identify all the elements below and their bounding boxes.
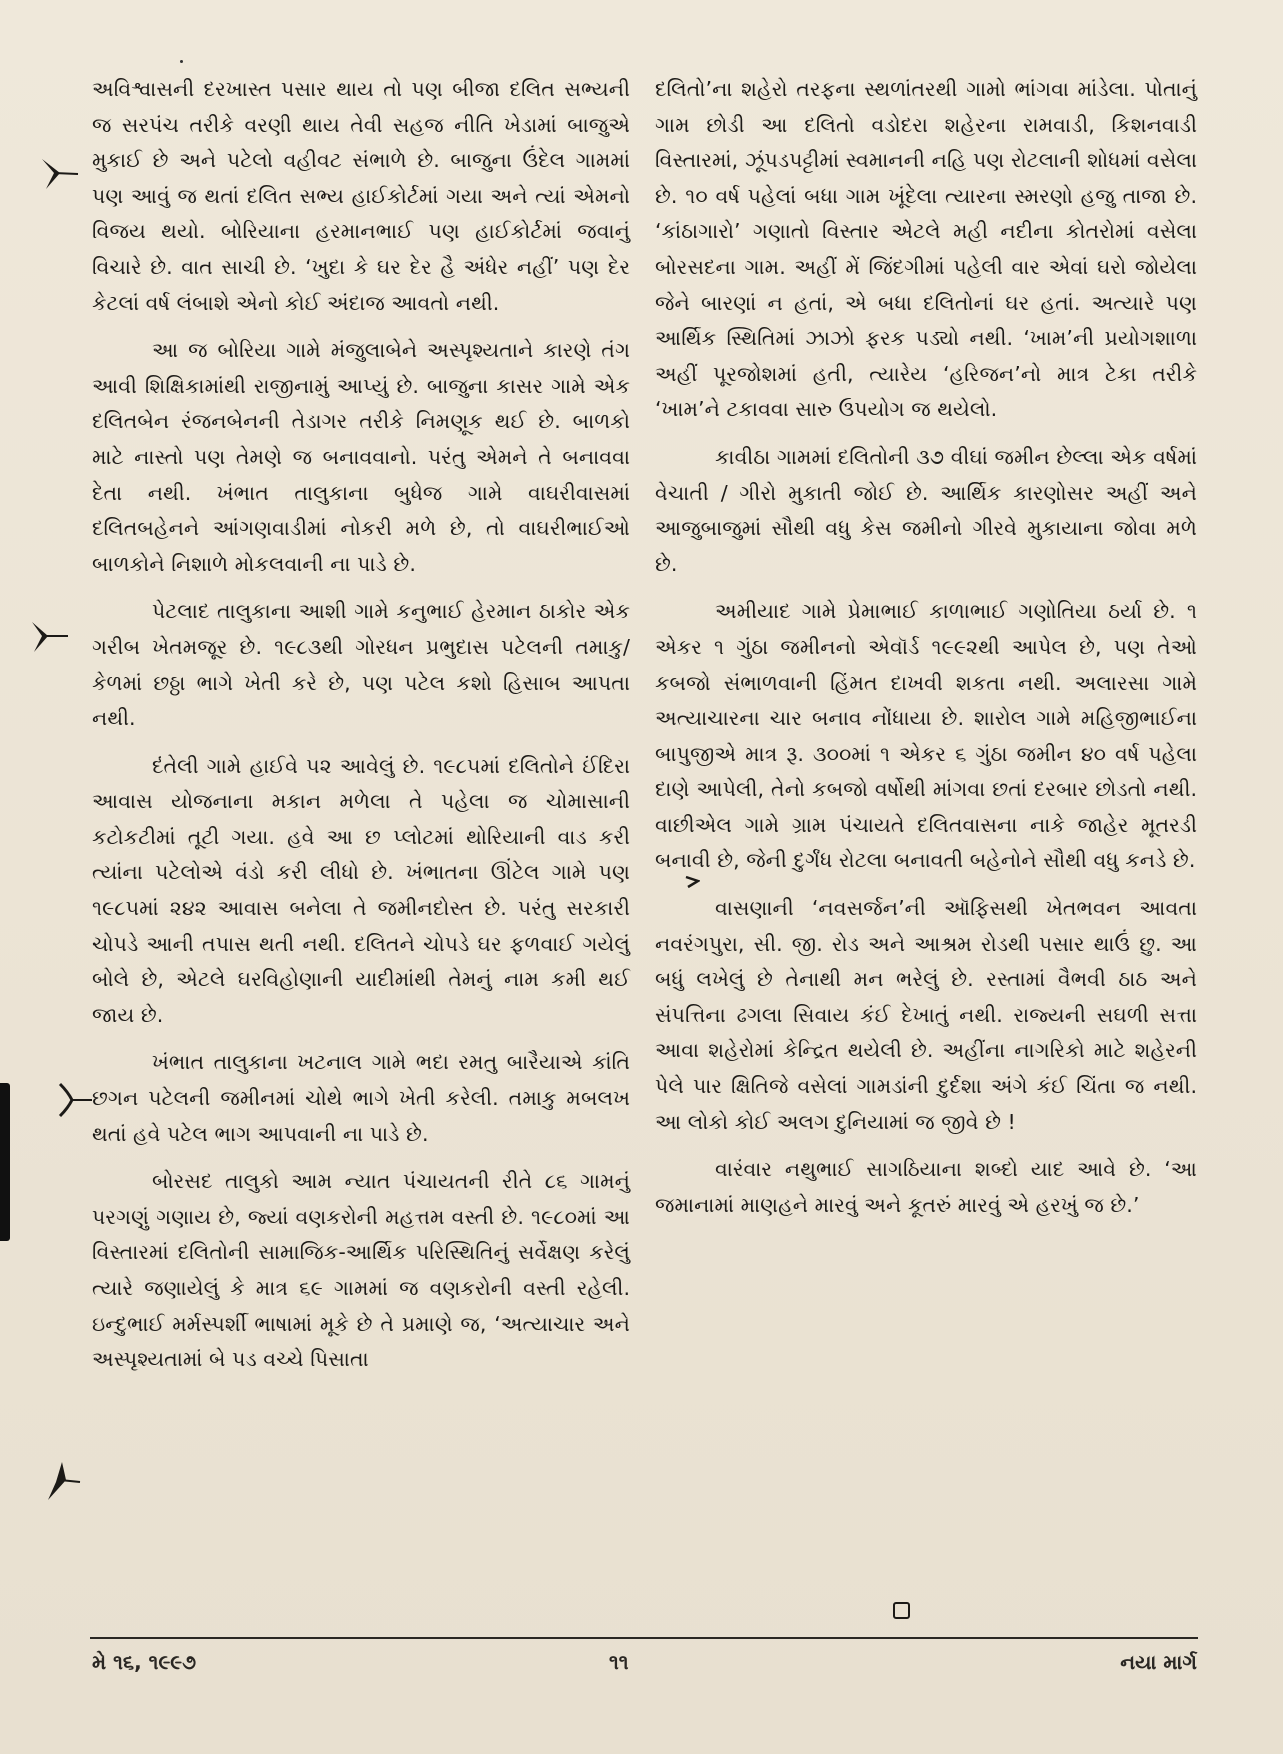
- left-paragraph-2: આ જ બોરિયા ગામે મંજુલાબેને અસ્પૃશ્યતાને કારણે તંગ આવી શિક્ષિકામાંથી રાજીનામું આપ્યું છે. બાજુના કાસર ગામે એક દલિતબેન રંજનબેનની તેડાગર તરીકે નિમણૂક થઈ છે. બાળકો માટે નાસ્તો પણ તેમણે જ બનાવવાનો. પરંતુ એમને તે બનાવવા દેતા નથી. ખંભાત તાલુકાના બુધેજ ગામે વાઘરીવાસમાં દલિતબહેનને આંગણવાડીમાં નોકરી મળે છે, તો વાઘરીભાઈઓ બાળકોને નિશાળે મોકલવાની ના પાડે છે.: [92, 338, 630, 576]
- right-paragraph-2: કાવીઠા ગામમાં દલિતોની ૩૭ વીઘાં જમીન છેલ્લા એક વર્ષમાં વેચાતી / ગીરો મુકાતી જોઈ છે. આર્થિક કારણોસર અહીં અને આજુબાજુમાં સૌથી વધુ કેસ જમીનો ગીરવે મુકાયાના જોવા મળે છે.: [655, 444, 1197, 576]
- right-paragraph-3: અમીયાદ ગામે પ્રેમાભાઈ કાળાભાઈ ગણોતિયા ઠર્યા છે. ૧ એકર ૧ ગુંઠા જમીનનો એવૉર્ડ ૧૯૯૨થી આપેલ છે, પણ તેઓ કબજો સંભાળવાની હિંમત દાખવી શકતા નથી. અલારસા ગામે અત્યાચારના ચાર બનાવ નોંધાયા છે. શારોલ ગામે મહિજીભાઈના બાપુજીએ માત્ર રૂ. ૩૦૦માં ૧ એકર ૬ ગુંઠા જમીન ૪૦ વર્ષ પહેલા દાણે આપેલી, તેનો કબજો વર્ષોથી માંગવા છતાં દરબાર છોડતો નથી. વાછીએલ ગામે ગ્રામ પંચાયતે દલિતવાસના નાકે જાહેર મૂતરડી બનાવી છે, જેની દુર્ગંધ રોટલા બનાવતી બહેનોને સૌથી વધુ કનડે છે.: [655, 599, 1197, 873]
- right-paragraph-1: દલિતો’ના શહેરો તરફના સ્થળાંતરથી ગામો ભાંગવા માંડેલા. પોતાનું ગામ છોડી આ દલિતો વડોદરા શહેરના રામવાડી, કિશનવાડી વિસ્તારમાં, ઝૂંપડપટ્ટીમાં સ્વમાનની નહિ પણ રોટલાની શોધમાં વસેલા છે. ૧૦ વર્ષ પહેલાં બધા ગામ ખૂંદેલા ત્યારના સ્મરણો હજુ તાજા છે. ‘કાંઠાગારો’ ગણાતો વિસ્તાર એટલે મહી નદીના કોતરોમાં વસેલા બોરસદના ગામ. અહીં મેં જિંદગીમાં પહેલી વાર એવાં ઘરો જોયેલા જેને બારણાં ન હતાં, એ બધા દલિતોનાં ઘર હતાં. અત્યારે પણ આર્થિક સ્થિતિમાં ઝાઝો ફરક પડ્યો નથી. ‘ખામ’ની પ્રયોગશાળા અહીં પૂરજોશમાં હતી, ત્યારેય ‘હરિજન’નો માત્ર ટેકા તરીકે ‘ખામ’ને ટકાવવા સારુ ઉપયોગ જ થયેલો.: [655, 77, 1197, 422]
- binding-edge-mark: [0, 1083, 10, 1241]
- article-end-square-icon: [893, 1602, 910, 1619]
- footer-magazine-name: નયા માર્ગ: [1120, 1650, 1197, 1674]
- footer-page-number: ૧૧: [609, 1650, 629, 1674]
- print-speck: [180, 60, 183, 63]
- right-column: [655, 72, 1197, 1235]
- left-paragraph-1: અવિશ્વાસની દરખાસ્ત પસાર થાય તો પણ બીજા દલિત સભ્યની જ સરપંચ તરીકે વરણી થાય તેવી સહજ નીતિ ખેડામાં બાજુએ મુકાઈ છે અને પટેલો વહીવટ સંભાળે છે. બાજુના ઉંદેલ ગામમાં પણ આવું જ થતાં દલિત સભ્ય હાઈકોર્ટમાં ગયા અને ત્યાં એમનો વિજય થયો. બોરિયાના હરમાનભાઈ પણ હાઈકોર્ટમાં જવાનું વિચારે છે. વાત સાચી છે. ‘ખુદા કે ઘર દેર હૈ અંધેર નહીં’ પણ દેર કેટલાં વર્ષ લંબાશે એનો કોઈ અંદાજ આવતો નથી.: [92, 77, 630, 315]
- left-paragraph-5: ખંભાત તાલુકાના ખટનાલ ગામે ભદા રમતુ બારૈયાએ કાંતિ છગન પટેલની જમીનમાં ચોથે ભાગે ખેતી કરેલી. તમાકુ મબલખ થતાં હવે પટેલ ભાગ આપવાની ના પાડે છે.: [92, 1050, 630, 1146]
- left-paragraph-4: દંતેલી ગામે હાઈવે ૫૨ આવેલું છે. ૧૯૮૫માં દલિતોને ઈંદિરા આવાસ યોજનાના મકાન મળેલા તે પહેલા જ ચોમાસાની કટોકટીમાં તૂટી ગયા. હવે આ છ પ્લોટમાં થોરિયાની વાડ કરી ત્યાંના પટેલોએ વંડો કરી લીધો છે. ખંભાતના ઊંટેલ ગામે પણ ૧૯૮૫માં ૨૪૨ આવાસ બનેલા તે જમીનદોસ્ત છે. પરંતુ સરકારી ચોપડે આની તપાસ થતી નથી. દલિતને ચોપડે ઘર ફળવાઈ ગયેલું બોલે છે, એટલે ઘરવિહોણાની યાદીમાંથી તેમનું નામ કમી થઈ જાય છે.: [92, 753, 630, 1027]
- left-paragraph-3: પેટલાદ તાલુકાના આશી ગામે કનુભાઈ હેરમાન ઠાકોર એક ગરીબ ખેતમજૂર છે. ૧૯૮૩થી ગોરધન પ્રભુદાસ પટેલની તમાકુ/કેળમાં છઠ્ઠા ભાગે ખેતી કરે છે, પણ પટેલ કશો હિસાબ આપતા નથી.: [92, 599, 630, 731]
- footer-date: મે ૧૬, ૧૯૯૭: [92, 1650, 197, 1674]
- right-paragraph-5: વારંવાર નથુભાઈ સાગઠિયાના શબ્દો યાદ આવે છે. ‘આ જમાનામાં માણહને મારવું અને કૂતરું મારવું એ હરખું જ છે.’: [655, 1157, 1197, 1217]
- right-paragraph-4: વાસણાની ‘નવસર્જન’ની ઑફિસથી ખેતભવન આવતા નવરંગપુરા, સી. જી. રોડ અને આશ્રમ રોડથી પસાર થાઉં છુ. આ બધું લખેલું છે તેનાથી મન ભરેલું છે. રસ્તામાં વૈભવી ઠાઠ અને સંપત્તિના ઢગલા સિવાય કંઈ દેખાતું નથી. રાજ્યની સઘળી સત્તા આવા શહેરોમાં કેન્દ્રિત થયેલી છે. અહીંના નાગરિકો માટે શહેરની પેલે પાર ક્ષિતિજે વસેલાં ગામડાંની દુર્દશા અંગે કંઈ ચિંતા જ નથી. આ લોકો કોઈ અલગ દુનિયામાં જ જીવે છે !: [655, 896, 1197, 1134]
- left-paragraph-6: બોરસદ તાલુકો આમ ન્યાત પંચાયતની રીતે ૮૬ ગામનું પરગણું ગણાય છે, જ્યાં વણકરોની મહત્તમ વસ્તી છે. ૧૯૮૦માં આ વિસ્તારમાં દલિતોની સામાજિક-આર્થિક પરિસ્થિતિનું સર્વેક્ષણ કરેલું ત્યારે જણાયેલું કે માત્ર ૬૯ ગામમાં જ વણકરોની વસ્તી રહેલી. ઇન્દુભાઈ મર્મસ્પર્શી ભાષામાં મૂકે છે તે પ્રમાણે જ, ‘અત્યાચાર અને અસ્પૃશ્યતામાં બે પડ વચ્ચે પિસાતા: [92, 1169, 630, 1372]
- left-column: [92, 72, 630, 1390]
- footer-divider: [90, 1637, 1198, 1639]
